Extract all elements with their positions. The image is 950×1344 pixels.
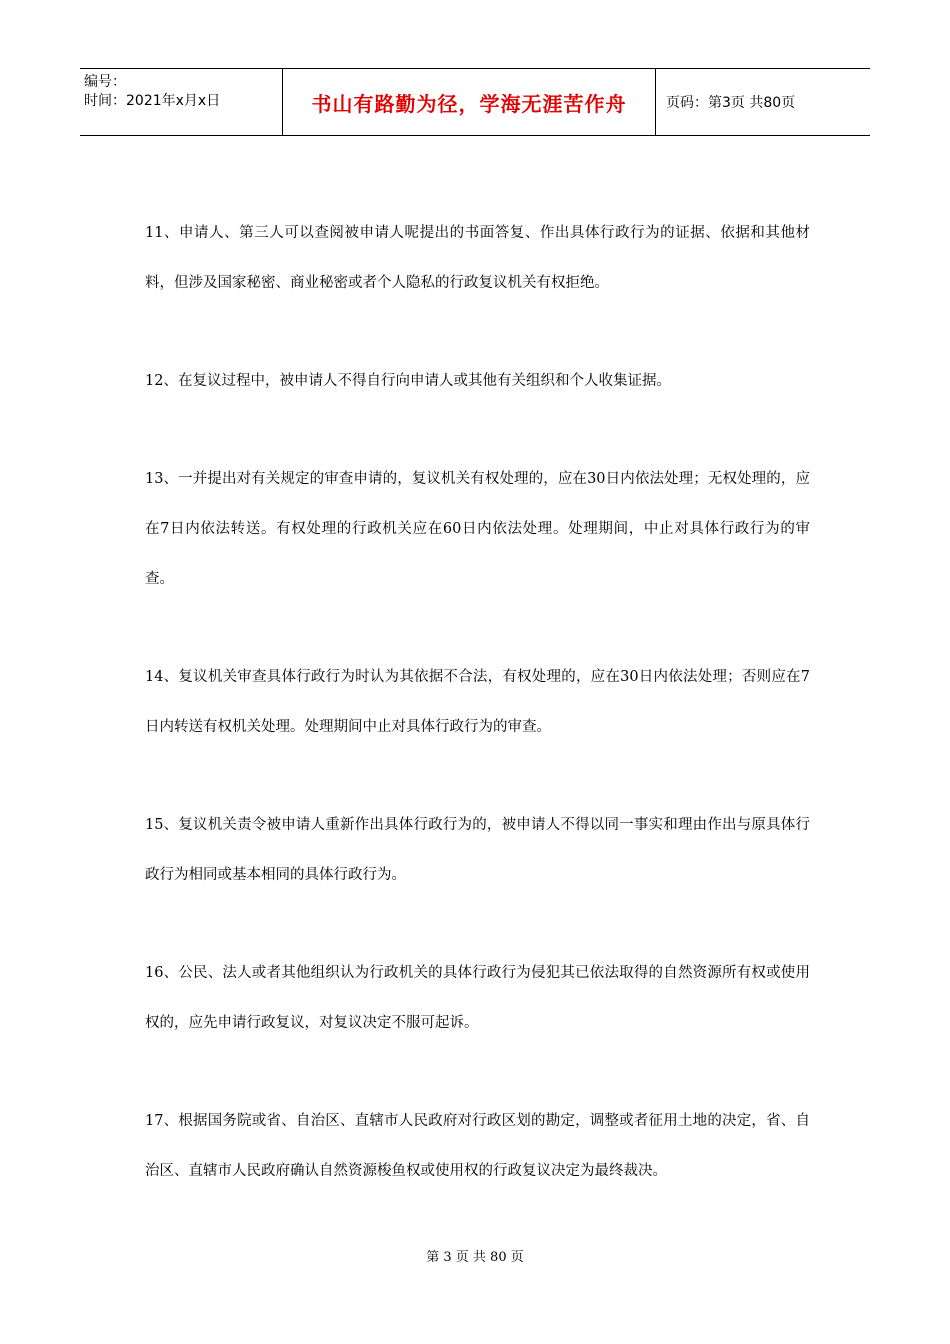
header-motto: 书山有路勤为径，学海无涯苦作舟 bbox=[282, 69, 656, 135]
paragraph-14: 14、复议机关审查具体行政行为时认为其依据不合法，有权处理的，应在30日内依法处理；否则应在7日内转送有权机关处理。处理期间中止对具体行政行为的审查。 bbox=[145, 669, 810, 735]
page-header bbox=[80, 68, 870, 136]
serial-label: 编号： bbox=[84, 74, 126, 90]
paragraph-13: 13、一并提出对有关规定的审查申请的，复议机关有权处理的，应在30日内依法处理；无权处理的，应在7日内依法转送。有权处理的行政机关应在60日内依法处理。处理期间，中止对具体行政行为的审查。 bbox=[145, 471, 810, 587]
paragraph-11: 11、申请人、第三人可以查阅被申请人呢提出的书面答复、作出具体行政行为的证据、依据和其他材料，但涉及国家秘密、商业秘密或者个人隐私的行政复议机关有权拒绝。 bbox=[145, 225, 810, 291]
page-footer: 第 3 页 共 80 页 bbox=[426, 1250, 524, 1265]
header-page-info: 页码：第3页 共80页 bbox=[666, 95, 796, 111]
date-label: 时间：2021年x月x日 bbox=[84, 93, 221, 109]
paragraph-15: 15、复议机关责令被申请人重新作出具体行政行为的，被申请人不得以同一事实和理由作出与原具体行政行为相同或基本相同的具体行政行为。 bbox=[145, 817, 810, 883]
document-body bbox=[145, 208, 810, 1244]
paragraph-12: 12、在复议过程中，被申请人不得自行向申请人或其他有关组织和个人收集证据。 bbox=[145, 373, 671, 389]
header-meta bbox=[80, 69, 282, 135]
paragraph-17: 17、根据国务院或省、自治区、直辖市人民政府对行政区划的勘定，调整或者征用土地的决定，省、自治区、直辖市人民政府确认自然资源梭鱼权或使用权的行政复议决定为最终裁决。 bbox=[145, 1113, 810, 1179]
paragraph-16: 16、公民、法人或者其他组织认为行政机关的具体行政行为侵犯其已依法取得的自然资源所有权或使用权的，应先申请行政复议，对复议决定不服可起诉。 bbox=[145, 965, 810, 1031]
